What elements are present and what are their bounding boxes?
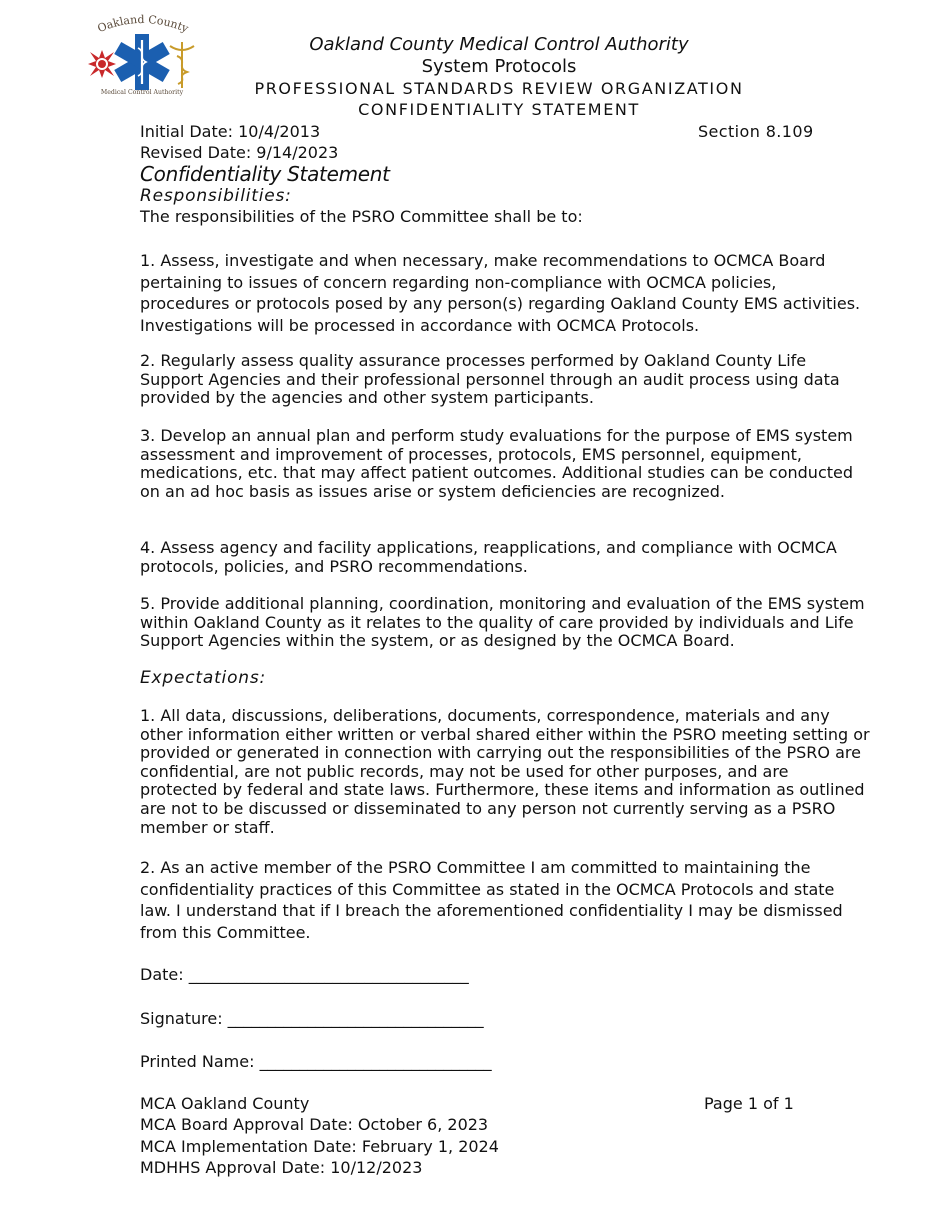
organization-heading: PROFESSIONAL STANDARDS REVIEW ORGANIZATION	[254, 79, 744, 98]
board-approval-date: MCA Board Approval Date: October 6, 2023	[140, 1115, 489, 1134]
responsibility-item: 4. Assess agency and facility applications, reapplications, and compliance with OCMCA protocols, policies, and PSRO recommendations.	[140, 538, 837, 576]
responsibility-item: 5. Provide additional planning, coordination, monitoring and evaluation of the EMS system within Oakland County as it relates to the quality of care provided by individuals and Life Support Agencies within the system, or as designed by the OCMCA Board.	[140, 594, 865, 651]
mdhhs-approval-date: MDHHS Approval Date: 10/12/2023	[140, 1158, 423, 1177]
protocols-subtitle: System Protocols	[421, 56, 577, 77]
date-field[interactable]: Date: ___________________________________	[140, 965, 469, 984]
authority-title: Oakland County Medical Control Authority	[309, 34, 689, 55]
responsibilities-intro: The responsibilities of the PSRO Committee shall be to:	[140, 207, 583, 226]
logo-top-text: Oakland County	[95, 14, 191, 36]
statement-heading: CONFIDENTIALITY STATEMENT	[358, 100, 640, 119]
revised-date: Revised Date: 9/14/2023	[140, 143, 339, 162]
expectation-item: 1. All data, discussions, deliberations, documents, correspondence, materials and any other information either written or verbal shared either within the PSRO meeting setting or provided or generated in connection with carrying out the responsibilities of the PSRO are confidential, are not public records, may not be used for other purposes, and are protected by federal and state laws. Furthermore, these items and information as outlined are not to be discussed or disseminated to any person not currently serving as a PSRO member or staff.	[140, 706, 870, 837]
responsibility-item: 1. Assess, investigate and when necessary, make recommendations to OCMCA Board pertaining to issues of concern regarding non-compliance with OCMCA policies, procedures or protocols posed by any person(s) regarding Oakland County EMS activities. Investigations will be processed in accordance with OCMCA Protocols.	[140, 251, 861, 335]
responsibility-item: 2. Regularly assess quality assurance processes performed by Oakland County Life Support Agencies and their professional personnel through an audit process using data provided by the agencies and other system participants.	[140, 351, 840, 408]
svg-text:Oakland County	[96, 14, 191, 36]
footer-org: MCA Oakland County	[140, 1094, 310, 1113]
responsibility-item: 3. Develop an annual plan and perform study evaluations for the purpose of EMS system assessment and improvement of processes, protocols, EMS personnel, equipment, medications, etc. that may affect patient outcomes. Additional studies can be conducted on an ad hoc basis as issues arise or system deficiencies are recognized.	[140, 426, 854, 501]
expectations-heading: Expectations:	[140, 668, 267, 688]
document-title: Confidentiality Statement	[140, 162, 390, 186]
expectation-item: 2. As an active member of the PSRO Committee I am committed to maintaining the confidentiality practices of this Committee as stated in the OCMCA Protocols and state law. I understand that if I breach the aforementioned confidentiality I may be dismissed from this Committee.	[140, 858, 843, 942]
logo-bottom-text: Medical Control Authority	[100, 89, 184, 96]
initial-date: Initial Date: 10/4/2013	[140, 122, 321, 141]
implementation-date: MCA Implementation Date: February 1, 2024	[140, 1137, 499, 1156]
printed-name-field[interactable]: Printed Name: _____________________________	[140, 1052, 492, 1071]
responsibilities-heading: Responsibilities:	[140, 186, 292, 206]
section-number: Section 8.109	[698, 122, 814, 141]
signature-field[interactable]: Signature: ________________________________	[140, 1009, 484, 1028]
page-number: Page 1 of 1	[704, 1094, 794, 1113]
